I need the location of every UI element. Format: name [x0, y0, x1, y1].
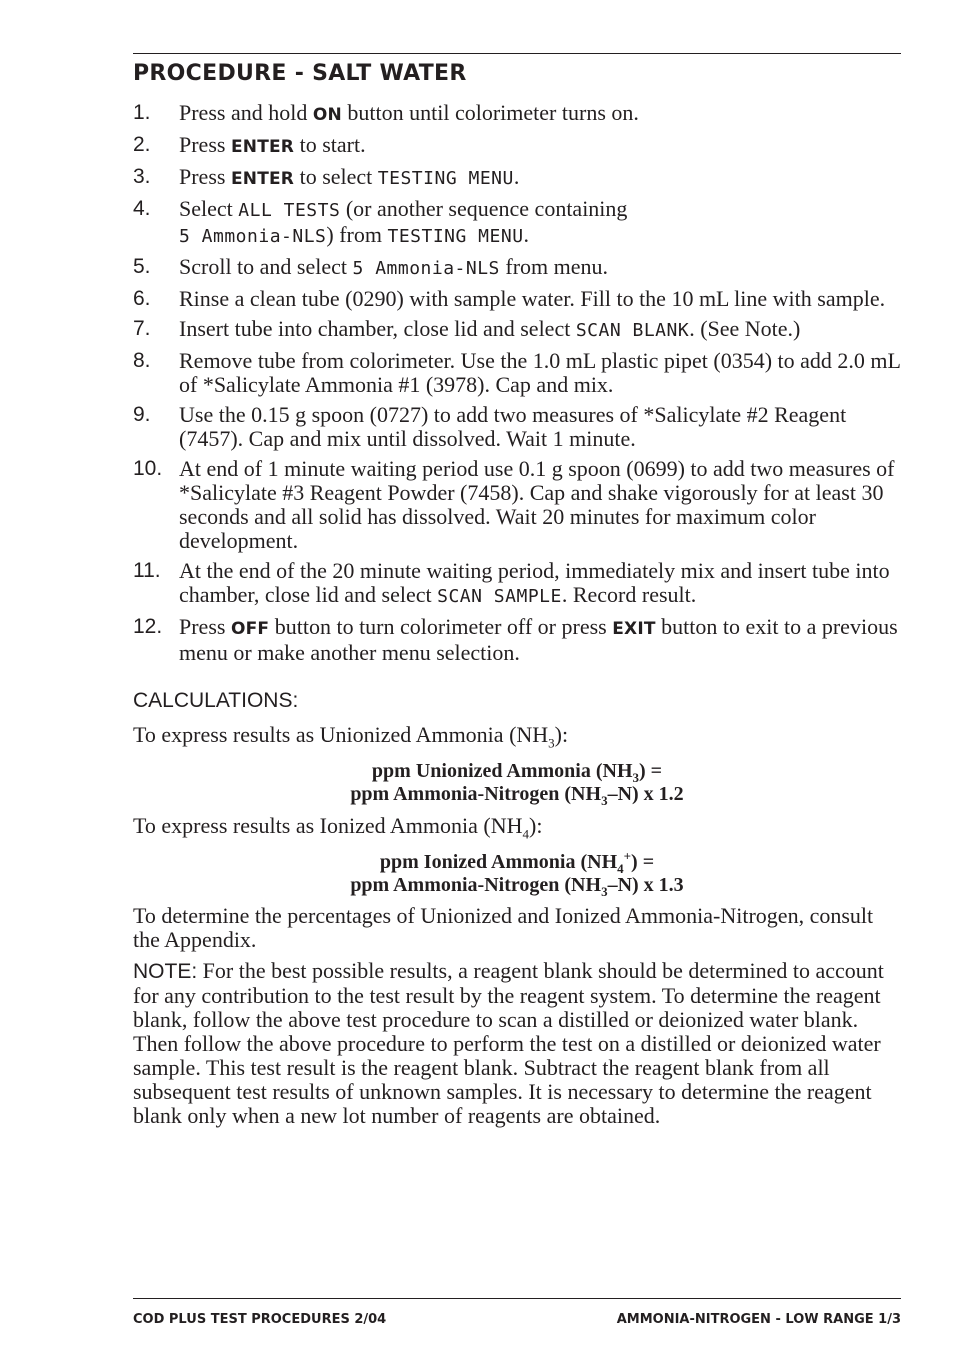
calc-intro-close: ): [529, 813, 543, 838]
subscript: 3 [632, 770, 640, 785]
step-text-run: (or another sequence containing [340, 196, 628, 221]
step-item [133, 197, 901, 249]
step-text-run: button until colorimeter turns on. [341, 100, 639, 125]
formula-text: ppm Unionized Ammonia (NH [371, 760, 633, 782]
step-text [179, 615, 901, 665]
step-text-run: At the end of the 20 minute waiting period, immediately mix and insert tube into chamber, close lid and select [179, 558, 890, 607]
step-item [133, 133, 901, 159]
subscript: 3 [601, 884, 608, 899]
formula-text: ppm Ionized Ammonia (NH [379, 851, 618, 873]
formula-text: ppm Ammonia-Nitrogen (NH [350, 783, 602, 805]
step-number: 1. [133, 101, 151, 124]
display-text: TESTING MENU [377, 168, 514, 189]
note-text: For the best possible results, a reagent blank should be determined to account for any contribution to the test result by the reagent system. To determine the reagent blank, follow the above test procedure to scan a distilled or deionized water blank. Then follow the above procedure to perform the test on a distilled or deionized water sample. This test result is the reagent blank. Subtract the reagent blank from all subsequent test results of unknown samples. It is necessary to determine the reagent blank only when a new lot number of reagents are obtained. [133, 958, 884, 1128]
button-keyword: ON [312, 105, 342, 125]
formula-text: ppm Ammonia-Nitrogen (NH [350, 874, 602, 896]
step-item [133, 457, 901, 553]
step-text-run: Use the 0.15 g spoon (0727) to add two measures of *Salicylate #2 Reagent (7457). Cap and mix until dissolved. Wait 1 minute. [179, 402, 847, 451]
step-number: 2. [133, 133, 151, 156]
step-number: 11. [133, 559, 161, 582]
step-text-run: to select [294, 164, 378, 189]
formula-unionized-line2 [133, 783, 901, 806]
section-heading: PROCEDURE - SALT WATER [133, 61, 467, 86]
step-number: 10. [133, 457, 163, 480]
step-item [133, 101, 901, 127]
display-text: SCAN SAMPLE [437, 586, 562, 607]
step-text-run: ) from [326, 222, 388, 247]
step-text [179, 165, 901, 191]
formula-ionized-line1 [133, 848, 901, 876]
step-text-run: Rinse a clean tube (0290) with sample water. Fill to the 10 mL line with sample. [179, 286, 886, 311]
subscript: 3 [548, 735, 555, 751]
step-text [179, 317, 901, 343]
display-text: 5 Ammonia-NLS [179, 226, 327, 247]
step-text [179, 101, 901, 127]
step-number: 8. [133, 349, 151, 372]
step-number: 9. [133, 403, 151, 426]
button-keyword: ENTER [230, 137, 295, 157]
calc-intro-unionized [133, 722, 901, 751]
step-item [133, 349, 901, 397]
button-keyword: OFF [230, 619, 270, 639]
calc-intro-ionized [133, 813, 901, 842]
subscript: 4 [617, 861, 624, 876]
step-text [179, 403, 901, 451]
footer-rule [133, 1298, 901, 1299]
step-text-run: Press [179, 132, 231, 157]
calc-intro-close: ): [554, 722, 569, 747]
step-text-run: . Record result. [561, 582, 697, 607]
button-keyword: EXIT [612, 619, 656, 639]
step-text-run: Press and hold [179, 100, 313, 125]
formula-unionized-line1 [133, 760, 901, 783]
step-text [179, 349, 901, 397]
display-text: TESTING MENU [387, 226, 524, 247]
footer-right: AMMONIA-NITROGEN - LOW RANGE 1/3 [616, 1312, 901, 1327]
formula-text: ) = [631, 851, 655, 873]
calculations-heading: CALCULATIONS: [133, 689, 299, 712]
top-rule [133, 53, 901, 54]
step-text-run: button to exit to a previous menu or make another menu selection. [179, 614, 898, 665]
display-text: 5 Ammonia-NLS [352, 258, 500, 279]
step-text-run: At end of 1 minute waiting period use 0.1 g spoon (0699) to add two measures of *Salicylate #3 Reagent Powder (7458). Cap and shake vigorously for at least 30 seconds and all solid has dissolved. Wait 20 minutes for maximum color development. [179, 456, 895, 553]
step-text-run: Scroll to and select [179, 254, 353, 279]
step-item [133, 403, 901, 451]
note-paragraph [133, 959, 901, 1128]
step-text-run: . (See Note.) [689, 316, 801, 341]
step-number: 4. [133, 197, 151, 220]
button-keyword: ENTER [230, 169, 295, 189]
step-text-run: Press [179, 614, 231, 639]
step-text [179, 197, 901, 249]
superscript: + [623, 848, 632, 864]
procedure-steps [133, 101, 901, 671]
step-text-run: . [523, 222, 530, 247]
calculations-label: CALCULATIONS [133, 689, 293, 712]
step-item [133, 559, 901, 609]
step-text [179, 457, 901, 553]
step-text-run: . [513, 164, 520, 189]
step-text [179, 287, 901, 311]
step-text-run: to start. [294, 132, 366, 157]
display-text: ALL TESTS [238, 200, 341, 221]
step-item [133, 165, 901, 191]
step-text [179, 133, 901, 159]
step-item [133, 615, 901, 665]
step-item [133, 317, 901, 343]
step-number: 7. [133, 317, 151, 340]
step-item [133, 255, 901, 281]
note-label: NOTE: [133, 960, 198, 983]
formula-unionized [133, 760, 901, 806]
step-text [179, 255, 901, 281]
formula-text: ) = [639, 760, 663, 782]
step-number: 3. [133, 165, 151, 188]
formula-ionized [133, 848, 901, 899]
step-text-run: Select [179, 196, 239, 221]
step-text-run: Press [179, 164, 231, 189]
calc-intro-ionized-text: To express results as Ionized Ammonia (NH [133, 813, 523, 838]
step-item [133, 287, 901, 311]
calc-intro-unionized-text: To express results as Unionized Ammonia (NH [133, 722, 549, 747]
step-text [179, 559, 901, 609]
step-number: 6. [133, 287, 151, 310]
step-text-run: Remove tube from colorimeter. Use the 1.0 mL plastic pipet (0354) to add 2.0 mL of *Salicylate Ammonia #1 (3978). Cap and mix. [179, 348, 901, 397]
formula-ionized-line2 [133, 874, 901, 897]
step-text-run: button to turn colorimeter off or press [269, 614, 613, 639]
subscript: 3 [601, 793, 608, 808]
formula-text: –N) x 1.3 [607, 874, 684, 896]
display-text: SCAN BLANK [575, 320, 690, 341]
percentages-paragraph: To determine the percentages of Unionized and Ionized Ammonia-Nitrogen, consult the Appendix. [133, 903, 874, 952]
step-number: 5. [133, 255, 151, 278]
step-text-run: from menu. [499, 254, 609, 279]
step-number: 12. [133, 615, 163, 638]
subscript: 4 [522, 826, 529, 842]
footer-left: COD PLUS TEST PROCEDURES 2/04 [133, 1312, 387, 1327]
step-text-run: Insert tube into chamber, close lid and select [179, 316, 576, 341]
formula-text: –N) x 1.2 [607, 783, 684, 805]
